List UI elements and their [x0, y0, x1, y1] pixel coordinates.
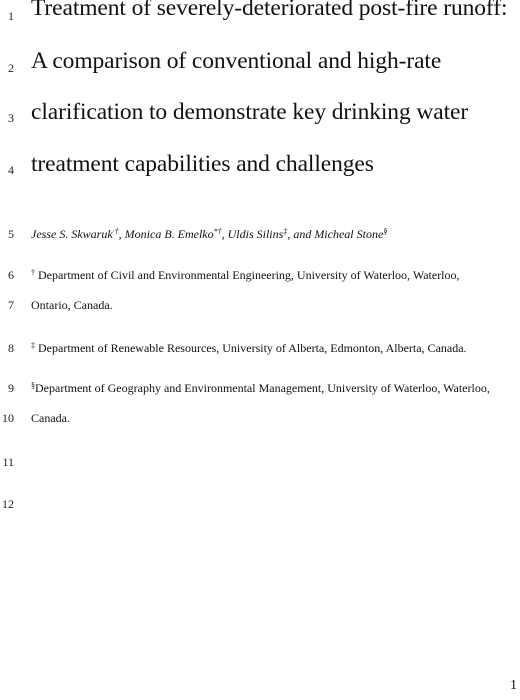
- line-number: 1: [8, 9, 14, 23]
- line-number: 9: [8, 381, 14, 395]
- author-separator: ,: [221, 227, 228, 241]
- author-list: [31, 227, 387, 241]
- paper-title-line: A comparison of conventional and high-rate: [31, 48, 442, 74]
- affiliation-civil-eng-cont: Ontario, Canada.: [31, 298, 113, 312]
- author-name: Uldis Silins: [227, 227, 284, 241]
- affiliation-geography: [31, 381, 490, 395]
- author-separator: , and: [287, 227, 315, 241]
- affiliation-renewable-resources: [31, 341, 467, 355]
- affiliation-geography-cont: Canada.: [31, 411, 70, 425]
- affiliation-text: Department of Civil and Environmental Engineering, University of Waterloo, Waterloo,: [35, 268, 460, 282]
- page-number: 1: [510, 678, 517, 693]
- affiliation-mark: †: [31, 268, 35, 277]
- paper-title-line: Treatment of severely-deteriorated post-fire runoff:: [31, 0, 508, 21]
- affiliation-mark: §: [31, 381, 35, 390]
- line-number: 5: [8, 227, 14, 241]
- author-mark: *†: [213, 227, 222, 236]
- paper-title-line: treatment capabilities and challenges: [31, 151, 374, 177]
- author-name: Monica B. Emelko: [124, 227, 214, 241]
- line-number: 7: [8, 298, 14, 312]
- affiliation-civil-eng: [31, 268, 460, 282]
- line-number: 6: [8, 268, 14, 282]
- line-number: 2: [8, 61, 14, 75]
- line-number: 11: [2, 455, 14, 469]
- affiliation-text: Department of Geography and Environmental Management, University of Waterloo, Waterloo,: [35, 381, 490, 395]
- author-mark: §: [383, 227, 388, 236]
- author-separator: ,: [118, 227, 125, 241]
- affiliation-mark: ‡: [31, 341, 35, 350]
- author-name: Micheal Stone: [314, 227, 384, 241]
- line-number: 10: [2, 411, 14, 425]
- line-number: 8: [8, 341, 14, 355]
- affiliation-text: Department of Renewable Resources, University of Alberta, Edmonton, Alberta, Canada.: [35, 341, 467, 355]
- line-number: 3: [8, 111, 14, 125]
- author-mark: ‡: [283, 227, 288, 236]
- line-number: 4: [8, 163, 14, 177]
- author-mark: ·†: [112, 227, 119, 236]
- author-name: Jesse S. Skwaruk: [31, 227, 113, 241]
- paper-title-line: clarification to demonstrate key drinking water: [31, 99, 469, 125]
- line-number: 12: [2, 497, 14, 511]
